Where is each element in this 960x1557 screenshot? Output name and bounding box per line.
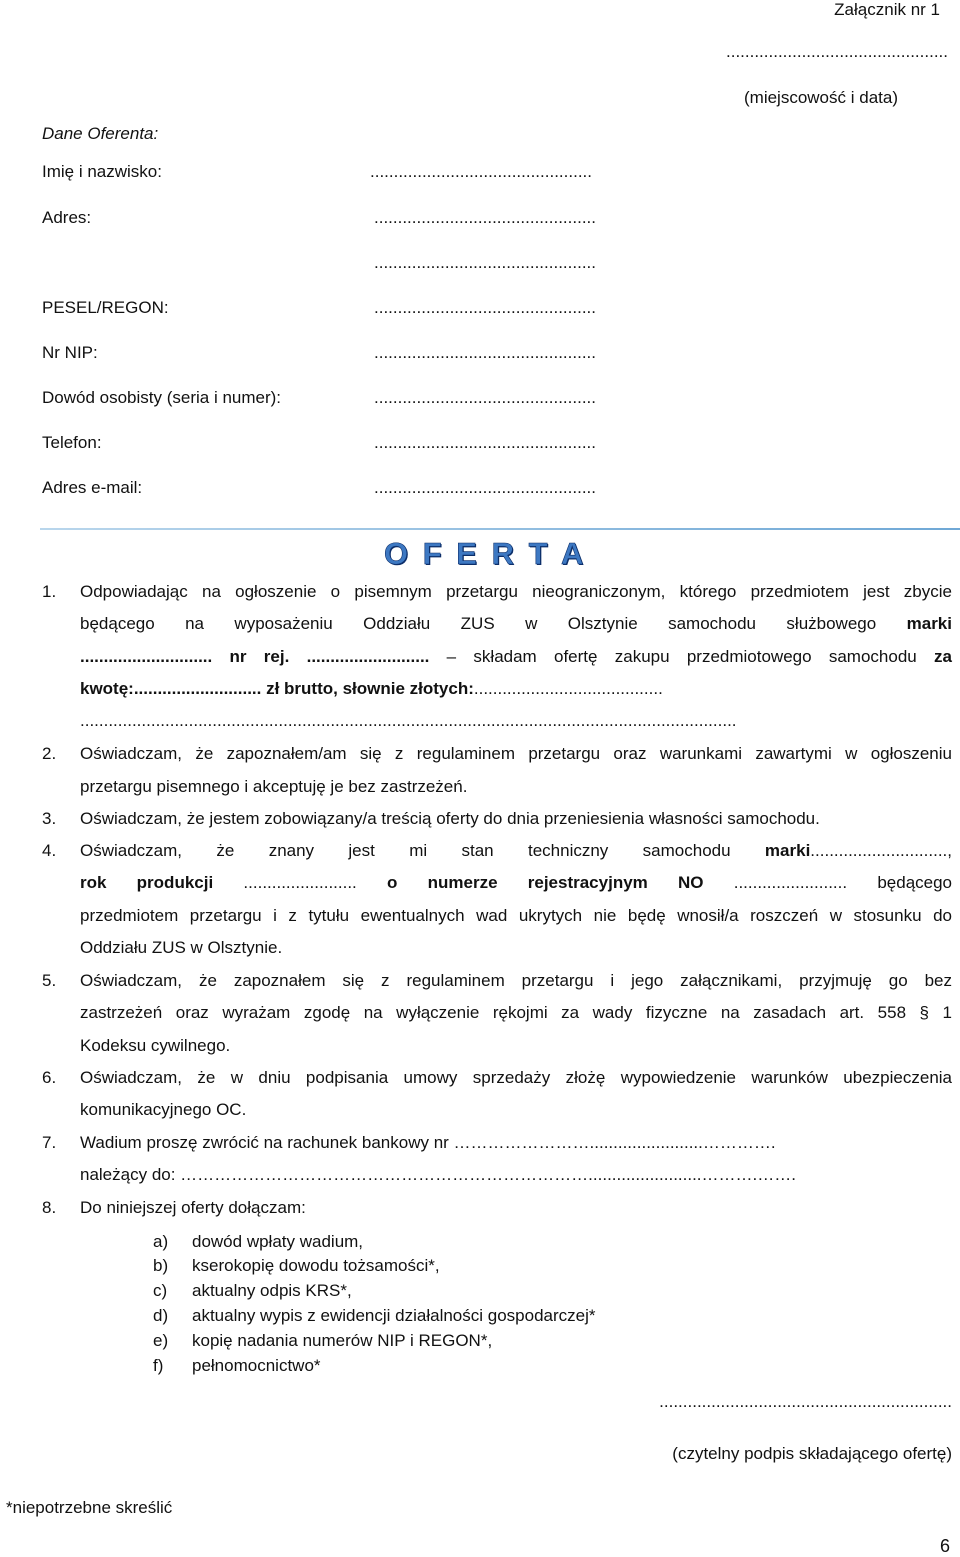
footnote: *niepotrzebne skreślić <box>6 1498 173 1517</box>
attachment-letter: c) <box>153 1281 168 1300</box>
field-dots-name[interactable]: ............................................... <box>370 162 592 181</box>
attachment-item: aktualny odpis KRS*, <box>192 1281 352 1300</box>
field-dots-email[interactable]: ............................................... <box>374 478 596 497</box>
item-1-line-1: Odpowiadając na ogłoszenie o pisemnym przetargu nieograniczonym, którego przedmiotem jest zbycie <box>80 582 952 601</box>
attachment-item: dowód wpłaty wadium, <box>192 1232 364 1251</box>
attachment-item: kopię nadania numerów NIP i REGON*, <box>192 1331 493 1350</box>
item-number-8: 8. <box>42 1198 57 1217</box>
field-label-nip: Nr NIP: <box>42 343 98 362</box>
item-4-line-3: przedmiotem przetargu i z tytułu ewentualnych wad ukrytych nie będę wnosił/a roszczeń w stosunku do <box>80 906 952 925</box>
field-label-phone: Telefon: <box>42 433 102 452</box>
field-label-id: Dowód osobisty (seria i numer): <box>42 388 282 407</box>
attachment-item: aktualny wypis z ewidencji działalności gospodarczej* <box>192 1306 596 1325</box>
attachment-label: Załącznik nr 1 <box>834 0 940 19</box>
item-7-line-1[interactable]: Wadium proszę zwrócić na rachunek bankowy nr ……………………........................…………. <box>80 1133 776 1152</box>
page-title: O F E R T A <box>384 536 587 571</box>
item-number-5: 5. <box>42 971 57 990</box>
attachment-letter: e) <box>153 1331 169 1350</box>
field-dots-address[interactable]: ............................................... <box>374 208 596 227</box>
item-7-line-2[interactable]: należący do: ………………………………………………………………........................……….……. <box>80 1165 796 1184</box>
item-1-line-3: ............................ nr rej. .......................... – składam ofertę zakupu przedmiotowego samochodu za <box>80 647 952 666</box>
item-number-1: 1. <box>42 582 57 601</box>
signature-dots[interactable]: .............................................................. <box>659 1392 952 1411</box>
page-number: 6 <box>940 1536 951 1556</box>
item-5-line-2: zastrzeżeń oraz wyrażam zgodę na wyłączenie rękojmi za wady fizyczne na zasadach art. 558 § 1 <box>80 1003 952 1022</box>
place-date-dots: ............................................... <box>726 42 948 61</box>
item-2-line-1: Oświadczam, że zapoznałem/am się z regulaminem przetargu oraz warunkami zawartymi w ogłoszeniu <box>80 744 952 763</box>
field-dots-address-2[interactable]: ............................................... <box>374 253 596 272</box>
item-4-line-4: Oddziału ZUS w Olsztynie. <box>80 938 283 957</box>
place-date-label: (miejscowość i data) <box>744 88 898 107</box>
section-divider <box>40 528 960 530</box>
item-number-7: 7. <box>42 1133 57 1152</box>
bidder-heading: Dane Oferenta: <box>42 124 159 143</box>
field-dots-phone[interactable]: ............................................... <box>374 433 596 452</box>
item-1-line-2: będącego na wyposażeniu Oddziału ZUS w Olsztynie samochodu służbowego marki <box>80 614 952 633</box>
attachment-item: kserokopię dowodu tożsamości*, <box>192 1256 440 1275</box>
field-dots-pesel[interactable]: ............................................... <box>374 298 596 317</box>
field-dots-nip[interactable]: ............................................... <box>374 343 596 362</box>
signature-label: (czytelny podpis składającego ofertę) <box>672 1444 952 1463</box>
item-1-line-5: ........................................................................................................................................... <box>80 711 737 730</box>
item-4-line-2: rok produkcji ........................ o numerze rejestracyjnym NO ........................ będącego <box>80 873 953 892</box>
field-label-email: Adres e-mail: <box>42 478 143 497</box>
attachment-letter: b) <box>153 1256 169 1275</box>
item-2-line-2: przetargu pisemnego i akceptuję je bez zastrzeżeń. <box>80 777 468 796</box>
attachment-letter: a) <box>153 1232 169 1251</box>
field-label-pesel: PESEL/REGON: <box>42 298 169 317</box>
attachment-item: pełnomocnictwo* <box>192 1356 321 1375</box>
item-number-3: 3. <box>42 809 57 828</box>
attachment-letter: d) <box>153 1306 169 1325</box>
item-number-4: 4. <box>42 841 57 860</box>
item-3-line-1: Oświadczam, że jestem zobowiązany/a treścią oferty do dnia przeniesienia własności samochodu. <box>80 809 820 828</box>
item-number-2: 2. <box>42 744 57 763</box>
item-6-line-1: Oświadczam, że w dniu podpisania umowy sprzedaży złożę wypowiedzenie warunków ubezpieczenia <box>80 1068 952 1087</box>
field-dots-id[interactable]: ............................................... <box>374 388 596 407</box>
field-label-address: Adres: <box>42 208 92 227</box>
item-5-line-1: Oświadczam, że zapoznałem się z regulaminem przetargu i jego załącznikami, przyjmuję go bez <box>80 971 952 990</box>
field-label-name: Imię i nazwisko: <box>42 162 162 181</box>
item-number-6: 6. <box>42 1068 57 1087</box>
item-5-line-3: Kodeksu cywilnego. <box>80 1036 231 1055</box>
attachment-letter: f) <box>153 1356 164 1375</box>
item-6-line-2: komunikacyjnego OC. <box>80 1100 247 1119</box>
item-1-line-4: kwotę:........................... zł brutto, słownie złotych:........................................ <box>80 679 663 698</box>
item-8-line-1: Do niniejszej oferty dołączam: <box>80 1198 306 1217</box>
item-4-line-1: Oświadczam, że znany jest mi stan techniczny samochodu marki............................., <box>80 841 952 860</box>
